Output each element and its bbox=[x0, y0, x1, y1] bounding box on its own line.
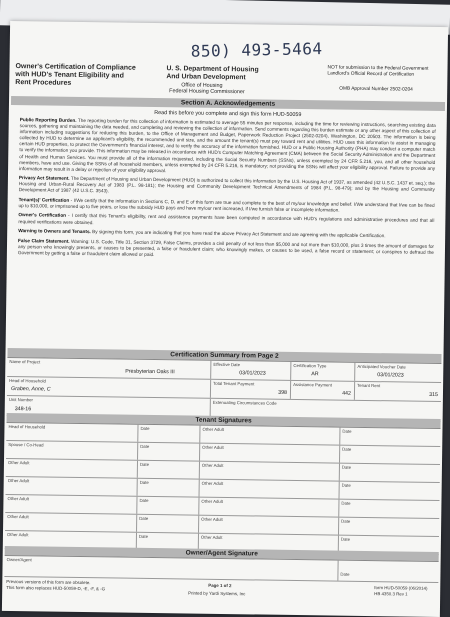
form-title: Owner's Certification of Compliance with HUD's Tenant Eligibility and Rent Procedures bbox=[15, 63, 136, 87]
owner-date-field[interactable] bbox=[338, 561, 438, 582]
date-label: Date bbox=[138, 533, 149, 539]
signature-field[interactable] bbox=[200, 462, 340, 481]
agency-line1: U. S. Department of Housing bbox=[166, 65, 259, 74]
signature-field[interactable] bbox=[6, 459, 138, 478]
signature-date-field[interactable] bbox=[138, 443, 200, 461]
date-label: Date bbox=[342, 446, 352, 452]
owner-date-label: Date bbox=[340, 571, 350, 577]
signature-field[interactable] bbox=[6, 423, 138, 442]
signature-date-field[interactable] bbox=[138, 479, 200, 497]
date-label: Date bbox=[342, 428, 352, 434]
unit-number-value: 348-16 bbox=[14, 406, 32, 413]
office-line2: Federal Housing Commissioner bbox=[169, 88, 245, 96]
handwritten-phone-note: 850) 493-5464 bbox=[190, 39, 323, 61]
office-line1: Office of Housing bbox=[181, 82, 223, 89]
summary-table bbox=[7, 357, 442, 422]
cert-type-value: AR bbox=[311, 371, 319, 378]
date-label: Date bbox=[139, 479, 149, 485]
head-of-household-label: Head of Household bbox=[9, 377, 46, 384]
section-a-heading: Section A. Acknowledgements bbox=[11, 96, 445, 111]
date-label: Date bbox=[340, 536, 351, 542]
signature-field[interactable] bbox=[200, 444, 340, 463]
signature-date-field[interactable] bbox=[340, 446, 440, 464]
signature-field-label: Other Adult bbox=[7, 459, 30, 466]
footer-previous-versions bbox=[6, 579, 105, 591]
date-label: Date bbox=[341, 464, 352, 470]
footer-form-number: form HUD-50059 (06/2014) bbox=[374, 585, 428, 591]
footer-hb: HB 4350.3 Rev 1 bbox=[374, 590, 408, 597]
anticipated-date-label: Anticipated Voucher Date bbox=[357, 363, 406, 370]
cert-type-cell bbox=[291, 362, 355, 381]
tenant-rent-label: Tenant Rent bbox=[357, 382, 381, 389]
submission-note: NOT for submission to the Federal Government Landlord's Official Record of Certification bbox=[327, 65, 429, 78]
signature-field[interactable] bbox=[200, 426, 340, 445]
false-claim-statement: False Claim Statement. Warning: U.S. Code, Title 31, Section 3729, False Claims, provides a civil penalty of not less than $5,000 and not more than $10,000, plus 3 times the amount of damages for any person who knowingly presents, or causes to be presented, a false or fraudulent claim; who knowingly makes, or causes to be used, a false record or statement; or conspires to defraud the Government by getting a false or fraudulent claim allowed or paid. bbox=[17, 237, 435, 257]
tenant-payment-value: 398 bbox=[278, 389, 288, 396]
signature-field-label: Other Adult bbox=[200, 534, 223, 540]
date-label: Date bbox=[341, 518, 351, 524]
date-label: Date bbox=[140, 443, 150, 449]
signature-date-field[interactable] bbox=[137, 515, 199, 533]
assistance-payment-label: Assistance Payment bbox=[293, 381, 333, 388]
signature-field-label: Other Adult bbox=[7, 477, 30, 484]
signature-date-field[interactable] bbox=[138, 425, 200, 443]
footer-previous-line2: This form also replaces HUD-50059-D, -E, -F, & -G bbox=[6, 584, 106, 591]
effective-date-label: Effective Date bbox=[213, 361, 241, 368]
signature-field[interactable] bbox=[6, 441, 138, 460]
omb-number: OMB Approval Number 2502-0204 bbox=[339, 86, 413, 93]
cert-type-label: Certification Type bbox=[293, 362, 327, 369]
owner-signature-heading: Owner/Agent Signature bbox=[5, 546, 439, 561]
agency-line2: And Urban Development bbox=[166, 73, 246, 82]
signature-field-label: Other Adult bbox=[7, 495, 30, 502]
tenant-signatures-table bbox=[5, 422, 441, 555]
extenuating-code-label: Extenuating Circumstances Code bbox=[212, 399, 277, 406]
signature-field[interactable] bbox=[200, 480, 340, 499]
project-value: Presbyterian Oaks III bbox=[125, 368, 175, 376]
tenant-signatures-heading: Tenant Signatures bbox=[7, 413, 441, 428]
public-reporting-burden: Public Reporting Burden. The reporting burden for this collection of information is estimated to average 55 minutes per response, including the time for reviewing instructions, searching existing data sources, gathering and maintaining the data needed, and completing and reviewing the collection of information. Send comments regarding this burden estimate or any other aspect of this collection of information including suggestions for reducing this burden, to the Office of Management and Budget, Paperwork Reduction Project (2502-0204), Washington, DC 20503. The information is being collected by HUD to determine an applicant's eligibility, the recommended unit size, and the amount the tenant(s) must pay toward rent and utilities. HUD uses this information to assist in managing certain HUD properties, to protect the Government's financial interest, and to verify the accuracy of the information furnished. HUD or a Public Housing Authority (PHA) may conduct a computer match to verify the information you provide. This information may be released in accordance with HUD's Computer Matching Agreement (CMA) between the Social Security Administration and the Department of Health and Human Services. You must provide all of the information requested, including the Social Security Numbers (SSNs), unless exempted by 24 CFR 5.216, you, and all other household members, have and use. Giving the SSNs of all household members, unless exempted by 24 CFR 5.216, is mandatory; not providing the SSNs will affect your eligibility approval. Failure to provide any information may result in a delay or rejection of your eligibility approval. bbox=[19, 117, 436, 173]
head-of-household-cell bbox=[7, 377, 211, 398]
signature-date-field[interactable] bbox=[340, 464, 440, 482]
signature-field[interactable] bbox=[6, 477, 138, 496]
tenant-payment-cell bbox=[211, 380, 291, 399]
signature-field-label: Other Adult bbox=[201, 516, 223, 522]
date-label: Date bbox=[341, 500, 351, 506]
footer-form-number-block bbox=[374, 585, 427, 597]
assistance-payment-value: 442 bbox=[342, 390, 352, 397]
tenant-payment-label: Total Tenant Payment bbox=[213, 380, 255, 387]
tenant-rent-cell bbox=[355, 382, 441, 401]
owner-signature-table bbox=[4, 555, 438, 583]
date-label: Date bbox=[139, 461, 150, 467]
signature-date-field[interactable] bbox=[137, 497, 199, 515]
project-label: Name of Project bbox=[9, 358, 41, 365]
signature-field-label: Other Adult bbox=[202, 426, 224, 432]
signature-field-label: Head of Household bbox=[8, 423, 46, 430]
summary-heading: Certification Summary from Page 2 bbox=[7, 348, 441, 363]
anticipated-date-value: 03/01/2023 bbox=[377, 372, 404, 379]
assistance-payment-cell bbox=[291, 381, 355, 400]
signature-field-label: Other Adult bbox=[202, 444, 224, 450]
owner-agent-label: Owner/Agent bbox=[6, 556, 32, 563]
footer-printed-by: Printed by Yardi Systems, Inc bbox=[188, 590, 246, 597]
signature-date-field[interactable] bbox=[339, 500, 439, 518]
date-label: Date bbox=[341, 482, 351, 488]
signature-date-field[interactable] bbox=[340, 428, 440, 446]
owner-signature-field[interactable] bbox=[4, 556, 338, 581]
effective-date-cell bbox=[211, 361, 291, 380]
date-label: Date bbox=[140, 425, 150, 431]
tenant-certification: Tenant(s)' Certification - I/We certify that the information in Sections C, D, and E of this form are true and complete to the best of my/our knowledge and belief. I/We understand that I/we can be fined up to $10,000, or imprisoned up to five years, or lose the subsidy HUD pays and have my/our rent increased, if I/we furnish false or incomplete information. bbox=[18, 197, 435, 213]
signature-field[interactable] bbox=[199, 498, 339, 517]
head-of-household-value: Graben, Anne, C bbox=[10, 386, 51, 393]
section-a-intro: Read this before you complete and sign this form HUD-50059 bbox=[154, 109, 302, 119]
signature-field[interactable] bbox=[5, 495, 137, 514]
signature-field-label: Other Adult bbox=[7, 513, 29, 520]
signature-date-field[interactable] bbox=[138, 461, 200, 479]
signature-field-label: Spouse / Co-Head bbox=[8, 441, 44, 448]
owner-certification: Owner's Certification - I certify that this Tenant's eligibility, rent and assistance payments have been computed in accordance with HUD's regulations and administrative procedures and that all required verifications were obtained. bbox=[18, 212, 435, 225]
project-cell bbox=[7, 358, 211, 379]
date-label: Date bbox=[139, 497, 149, 503]
warning-owners-tenants: Warning to Owners and Tenants. By signing this form, you are indicating that you have read the above Privacy Act Statement and are agreeing with the applicable Certification. bbox=[18, 228, 386, 239]
signature-date-field[interactable] bbox=[339, 518, 439, 536]
footer-page-number: Page 1 of 2 bbox=[208, 582, 232, 589]
acknowledgement-text bbox=[18, 117, 436, 265]
signature-field-label: Other Adult bbox=[201, 498, 223, 504]
privacy-act-statement: Privacy Act Statement. The Department of Housing and Urban Development (HUD) is authorized to collect this information by the U.S. Housing Act of 1937, as amended (42 U.S.C. 1437 et. seq.); the Housing and Urban-Rural Recovery Act of 1983 (P.L. 98-181); the Housing and Community Development Technical Amendments of 1984 (P.L. 98-479); and by the Housing and Community Development Act of 1987 (42 U.S.C. 3543). bbox=[18, 175, 435, 194]
effective-date-value: 03/01/2023 bbox=[239, 370, 266, 377]
date-label: Date bbox=[139, 515, 149, 521]
signature-date-field[interactable] bbox=[340, 482, 440, 500]
tenant-rent-value: 315 bbox=[429, 391, 439, 398]
unit-number-label: Unit Number bbox=[8, 396, 34, 403]
signature-field-label: Other Adult bbox=[201, 480, 224, 486]
anticipated-date-cell bbox=[355, 363, 441, 382]
footer-previous-line1: Previous versions of this form are obsolete. bbox=[6, 578, 91, 586]
signature-field-label: Other Adult bbox=[201, 462, 224, 468]
form-page bbox=[2, 21, 448, 617]
signature-field-label: Other Adult bbox=[6, 531, 29, 538]
signature-field[interactable] bbox=[199, 516, 339, 535]
signature-field[interactable] bbox=[5, 513, 137, 532]
